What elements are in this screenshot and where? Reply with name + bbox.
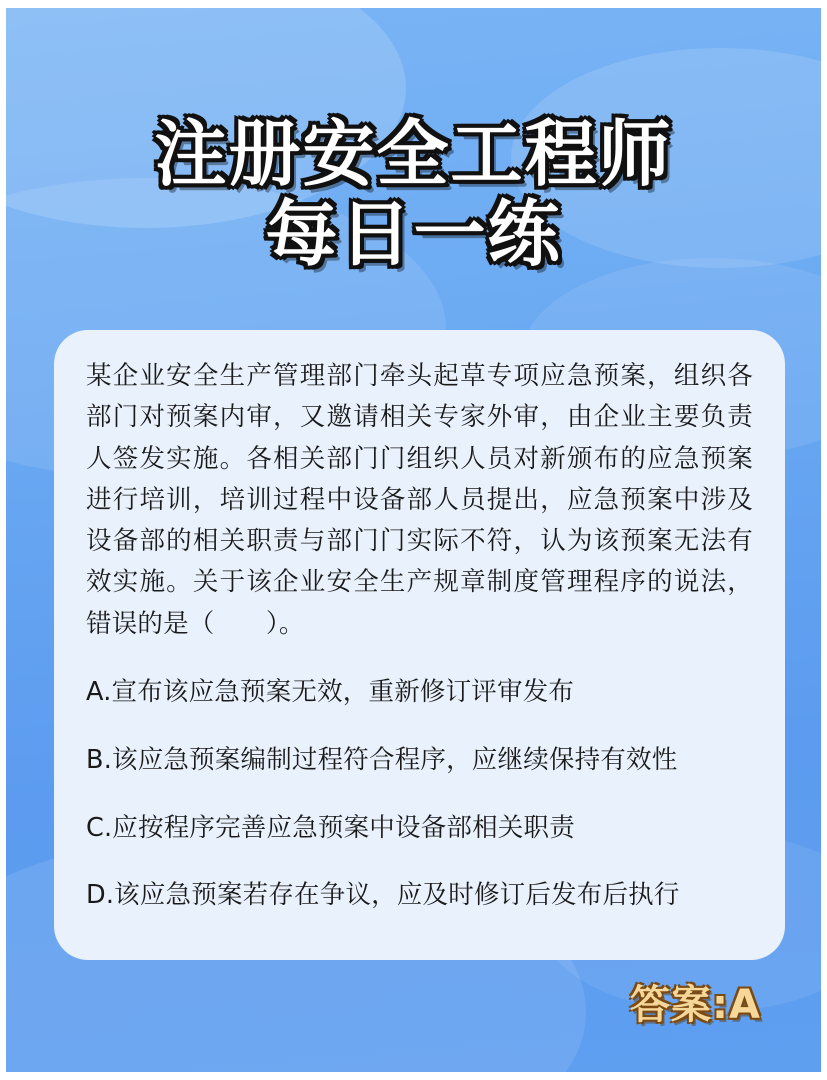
poster-title [6,112,821,277]
question-card [54,330,785,960]
option-b: B.该应急预案编制过程符合程序，应继续保持有效性 [86,744,678,775]
answer-label: 答案:A [630,982,761,1028]
poster-background [6,8,821,1072]
title-line-1: 注册安全工程师 [154,112,673,196]
option-d: D.该应急预案若存在争议，应及时修订后发布后执行 [86,880,680,911]
option-c: C.应按程序完善应急预案中设备部相关职责 [86,812,575,843]
title-line-2: 每日一练 [265,192,562,277]
option-a: A.宣布该应急预案无效，重新修订评审发布 [86,677,575,708]
question-stem: 某企业安全生产管理部门牵头起草专项应急预案，组织各部门对预案内审，又邀请相关专家外审，由企业主要负责人签发实施。各相关部门门组织人员对新颁布的应急预案进行培训，培训过程中设备部人员提出，应急预案中涉及设备部的相关职责与部门门实际不符，认为该预案无法有效实施。关于该企业安全生产规章制度管理程序的说法，错误的是（ ）。 [86,361,753,639]
